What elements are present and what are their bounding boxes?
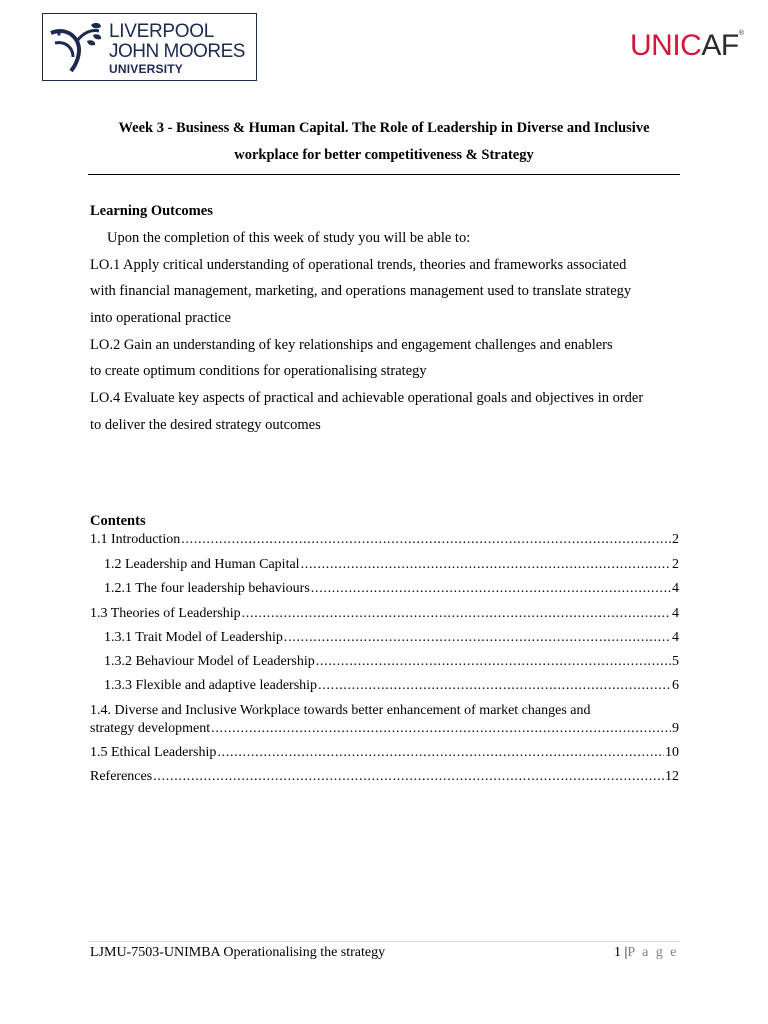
toc-entry-label: 1.4. Diverse and Inclusive Workplace towards better enhancement of market changes and bbox=[90, 703, 591, 718]
toc-leader bbox=[316, 654, 671, 670]
toc-entry-page: 4 bbox=[672, 630, 679, 645]
toc-entry-page: 5 bbox=[672, 654, 679, 669]
toc-entry-label: 1.3.1 Trait Model of Leadership bbox=[104, 630, 283, 645]
learning-outcome-line: into operational practice bbox=[90, 310, 231, 326]
toc-entry-page: 2 bbox=[672, 557, 679, 572]
learning-outcome-line: with financial management, marketing, and operations management used to translate strategy bbox=[90, 283, 632, 299]
footer-course-title: LJMU-7503-UNIMBA Operationalising the strategy bbox=[90, 945, 386, 960]
contents-heading: Contents bbox=[90, 513, 146, 529]
ljmu-logo bbox=[42, 13, 257, 81]
toc-leader bbox=[242, 606, 671, 622]
toc-leader bbox=[217, 745, 664, 761]
learning-outcome-line: to create optimum conditions for operationalising strategy bbox=[90, 363, 427, 379]
liver-bird-icon bbox=[47, 19, 107, 77]
toc-entry[interactable] bbox=[104, 654, 679, 672]
title-divider bbox=[88, 174, 680, 175]
toc-entry[interactable] bbox=[104, 630, 679, 648]
toc-entry-first-line[interactable] bbox=[90, 703, 679, 721]
footer-page-indicator bbox=[614, 945, 679, 961]
toc-entry-label: 1.2.1 The four leadership behaviours bbox=[104, 581, 310, 596]
toc-entry-page: 10 bbox=[665, 745, 679, 760]
toc-entry[interactable] bbox=[104, 557, 679, 575]
toc-entry-page: 9 bbox=[672, 721, 679, 736]
unicaf-logo-part-1: UNIC bbox=[630, 29, 702, 62]
toc-leader bbox=[181, 532, 671, 548]
unicaf-logo bbox=[630, 26, 743, 66]
toc-leader bbox=[301, 557, 671, 573]
toc-entry-continuation[interactable] bbox=[90, 721, 679, 739]
toc-entry-page: 4 bbox=[672, 606, 679, 621]
toc-leader bbox=[211, 721, 671, 737]
learning-outcome-line: LO.1 Apply critical understanding of operational trends, theories and frameworks associated bbox=[90, 257, 627, 273]
toc-leader bbox=[318, 678, 671, 694]
toc-entry[interactable] bbox=[90, 769, 679, 787]
toc-entry-page: 12 bbox=[665, 769, 679, 784]
toc-entry-page: 4 bbox=[672, 581, 679, 596]
toc-entry[interactable] bbox=[90, 532, 679, 550]
toc-entry[interactable] bbox=[104, 581, 679, 599]
learning-outcome-line: LO.2 Gain an understanding of key relationships and engagement challenges and enablers bbox=[90, 337, 613, 353]
toc-entry-page: 6 bbox=[672, 678, 679, 693]
toc-leader bbox=[153, 769, 664, 785]
toc-entry-label: 1.1 Introduction bbox=[90, 532, 181, 547]
learning-outcomes-intro: Upon the completion of this week of study you will be able to: bbox=[107, 230, 471, 246]
footer-divider bbox=[88, 941, 680, 942]
page-separator: | bbox=[624, 945, 628, 960]
document-title-line-2: workplace for better competitiveness & Strategy bbox=[234, 147, 534, 163]
learning-outcome-line: to deliver the desired strategy outcomes bbox=[90, 417, 321, 433]
unicaf-logo-part-2: AF bbox=[701, 29, 739, 62]
page-number: 1 bbox=[614, 945, 621, 960]
document-title-line-1: Week 3 - Business & Human Capital. The Role of Leadership in Diverse and Inclusive bbox=[118, 120, 650, 136]
toc-entry[interactable] bbox=[104, 678, 679, 696]
toc-entry[interactable] bbox=[90, 606, 679, 624]
registered-mark: ® bbox=[738, 30, 744, 37]
toc-leader bbox=[311, 581, 671, 597]
toc-entry-label: References bbox=[90, 769, 153, 784]
ljmu-logo-line-3: UNIVERSITY bbox=[109, 62, 184, 76]
toc-entry-label: 1.3.3 Flexible and adaptive leadership bbox=[104, 678, 318, 693]
toc-entry-label: 1.5 Ethical Leadership bbox=[90, 745, 217, 760]
ljmu-logo-line-1: LIVERPOOL bbox=[109, 21, 215, 42]
toc-entry-label: 1.3.2 Behaviour Model of Leadership bbox=[104, 654, 315, 669]
learning-outcomes-heading: Learning Outcomes bbox=[90, 203, 213, 219]
learning-outcome-line: LO.4 Evaluate key aspects of practical and achievable operational goals and objectives in order bbox=[90, 390, 644, 406]
toc-entry[interactable] bbox=[90, 745, 679, 763]
toc-entry-page: 2 bbox=[672, 532, 679, 547]
ljmu-logo-line-2: JOHN MOORES bbox=[109, 41, 245, 62]
page-word: P a g e bbox=[627, 945, 679, 960]
toc-entry-label-continuation: strategy development bbox=[90, 721, 211, 736]
toc-leader bbox=[284, 630, 671, 646]
toc-entry-label: 1.2 Leadership and Human Capital bbox=[104, 557, 300, 572]
toc-entry-label: 1.3 Theories of Leadership bbox=[90, 606, 241, 621]
